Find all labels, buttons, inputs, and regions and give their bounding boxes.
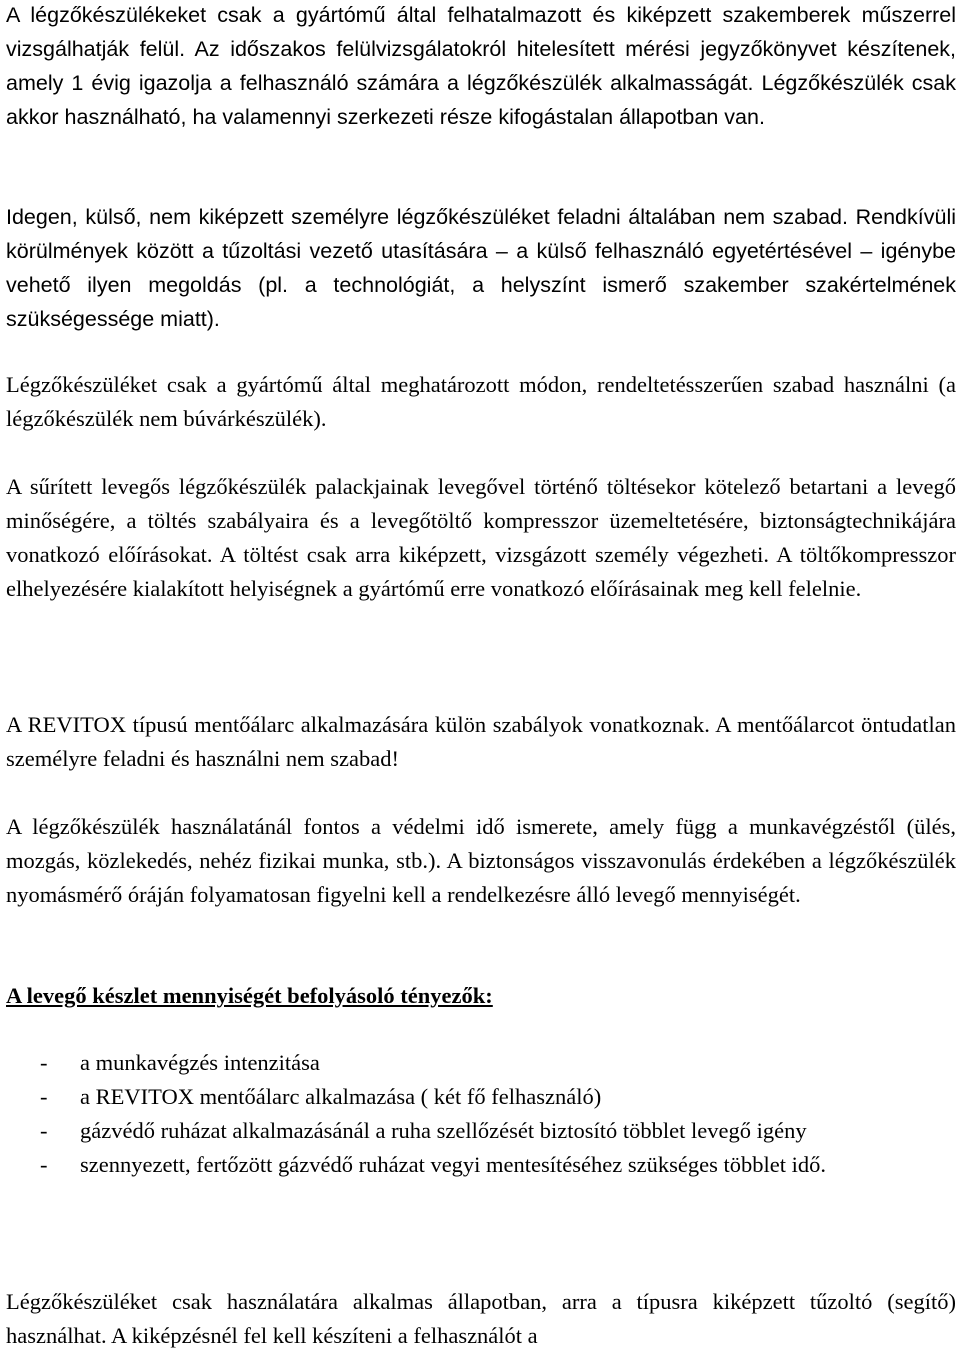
section-heading-air-supply-factors: A levegő készlet mennyiségét befolyásoló tényezők: [6,983,493,1008]
list-marker: - [40,1118,48,1143]
paragraph-external-persons: Idegen, külső, nem kiképzett személyre légzőkészüléket feladni általában nem szabad. Rendkívüli körülmények között a tűzoltási vezető utasítására – a külső felhasználó egyetértésével – igénybe vehető ilyen megoldás (pl. a technológiát, a helyszínt ismerő szakember szakértelmének szükségessége miatt). [6,205,956,331]
list-marker: - [40,1050,48,1075]
list-item [6,1046,956,1080]
paragraph-protection-time: A légzőkészülék használatánál fontos a védelmi idő ismerete, amely függ a munkavégzéstől (ülés, mozgás, közlekedés, nehéz fizikai munka, stb.). A biztonságos visszavonulás érdekében a légzőkészülék nyomásmérő óráján folyamatosan figyelni kell a rendelkezésre álló levegő mennyiségét. [6,814,956,907]
list-item-text: gázvédő ruházat alkalmazásánál a ruha szellőzését biztosító többlet levegő igény [80,1118,807,1143]
list-item-text: szennyezett, fertőzött gázvédő ruházat vegyi mentesítéséhez szükséges többlet idő. [80,1152,826,1177]
list-item [6,1080,956,1114]
paragraph-revitox-mask: A REVITOX típusú mentőálarc alkalmazására külön szabályok vonatkoznak. A mentőálarcot öntudatlan személyre feladni és használni nem szabad! [6,712,956,771]
air-supply-factors-list [6,1046,956,1182]
list-item [6,1114,956,1148]
list-item-text: a munkavégzés intenzitása [80,1050,320,1075]
list-marker: - [40,1084,48,1109]
paragraph-trained-firefighter: Légzőkészüléket csak használatára alkalmas állapotban, arra a típusra kiképzett tűzoltó (segítő) használhat. A kiképzésnél fel kell készíteni a felhasználót a [6,1289,956,1348]
paragraph-compressed-air-filling: A sűrített levegős légzőkészülék palackjainak levegővel történő töltésekor kötelező betartani a levegő minőségére, a töltés szabályaira és a levegőtöltő kompresszor üzemeltetésére, biztonságtechnikájára vonatkozó előírásokat. A töltést csak arra kiképzett, vizsgázott személy végezheti. A töltőkompresszor elhelyezésére kialakított helyiségnek a gyártómű erre vonatkozó előírásainak meg kell felelnie. [6,474,956,601]
list-item-text: a REVITOX mentőálarc alkalmazása ( két fő felhasználó) [80,1084,602,1109]
paragraph-intended-use: Légzőkészüléket csak a gyártómű által meghatározott módon, rendeltetésszerűen szabad használni (a légzőkészülék nem búvárkészülék). [6,372,956,431]
list-marker: - [40,1152,48,1177]
list-item [6,1148,956,1182]
paragraph-inspection: A légzőkészülékeket csak a gyártómű által felhatalmazott és kiképzett szakemberek műszerrel vizsgálhatják felül. Az időszakos felülvizsgálatokról hitelesített mérési jegyzőkönyvet készítenek, amely 1 évig igazolja a felhasználó számára a légzőkészülék alkalmasságát. Légzőkészülék csak akkor használható, ha valamennyi szerkezeti része kifogástalan állapotban van. [6,3,956,129]
